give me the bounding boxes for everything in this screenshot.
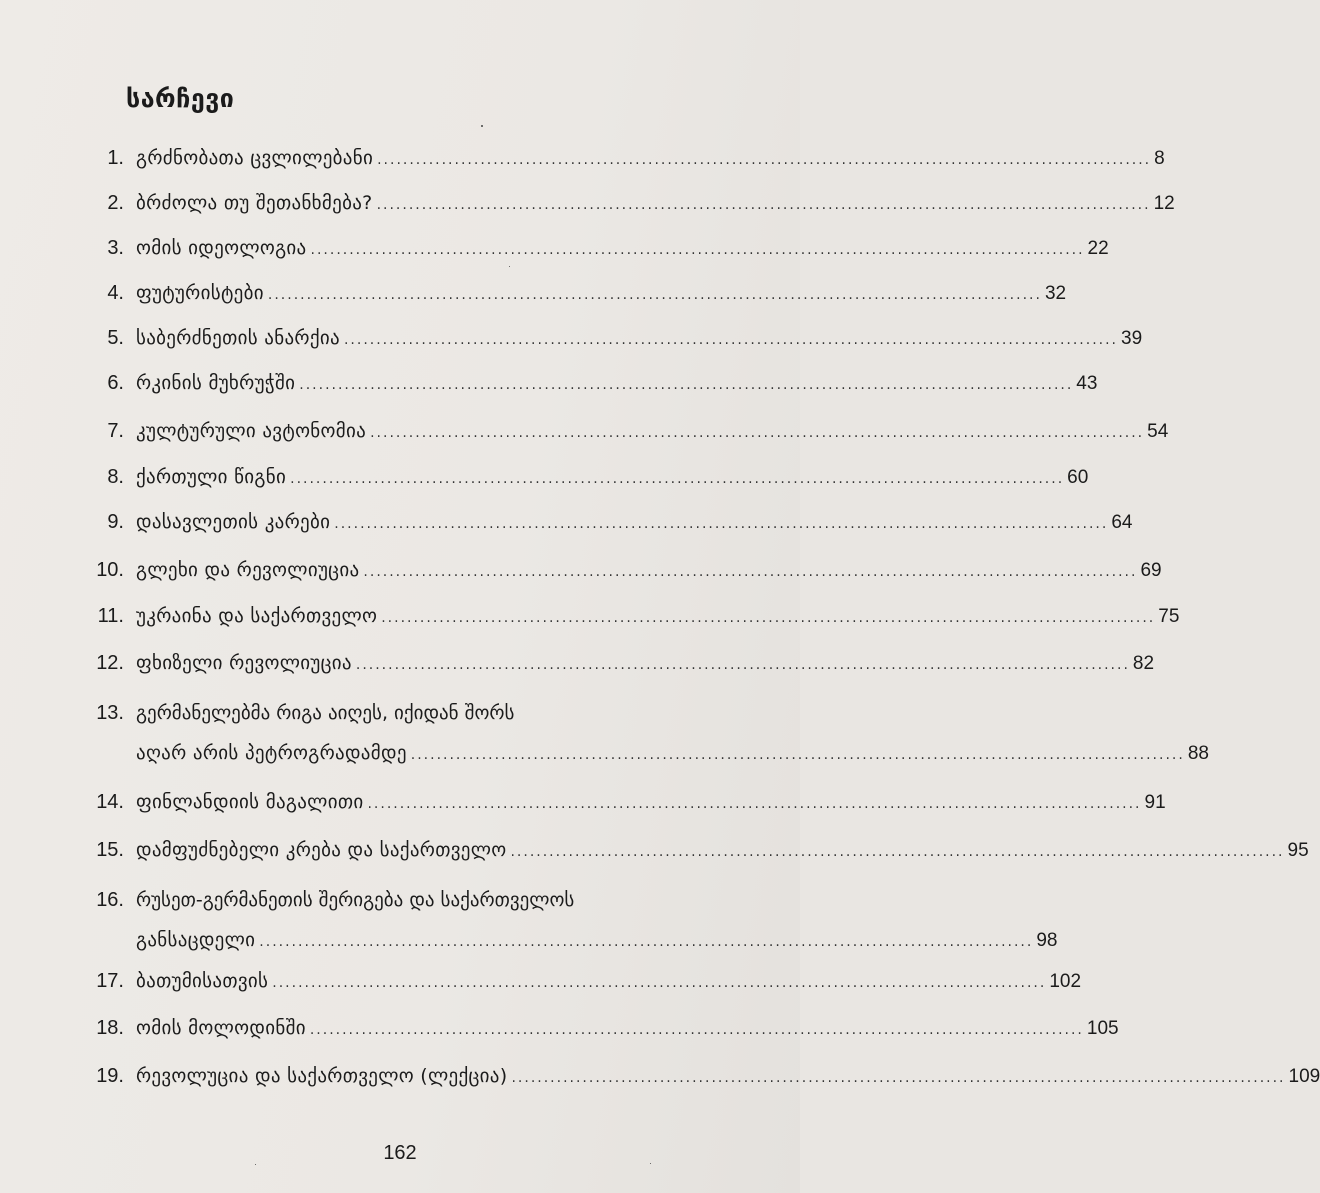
entry-page: 60: [1067, 467, 1089, 488]
entry-number: 14.: [96, 791, 124, 813]
paper-speck: [255, 1164, 256, 1165]
entry-title: ფინლანდიის მაგალითი: [136, 791, 364, 813]
entry-number: 7.: [107, 420, 124, 442]
paper-speck: [650, 1163, 651, 1164]
entry-title: უკრაინა და საქართველო: [136, 605, 378, 627]
entry-page: 98: [1036, 930, 1058, 951]
entry-title: კულტურული ავტონომია: [136, 420, 367, 442]
entry-number: 3.: [107, 237, 124, 259]
entry-title: ბათუმისათვის: [136, 970, 269, 992]
dot-leader: ........................................................................................................................: [259, 934, 1034, 950]
dot-leader: ........................................................................................................................: [367, 796, 1142, 812]
dot-leader: ........................................................................................................................: [334, 516, 1109, 532]
dot-leader: ........................................................................................................................: [410, 747, 1185, 763]
dot-leader: ........................................................................................................................: [511, 1070, 1286, 1086]
entry-page: 88: [1187, 743, 1209, 764]
entry-title: ქართული წიგნი: [136, 466, 287, 488]
dot-leader: ........................................................................................................................: [510, 844, 1285, 860]
entry-page: 54: [1147, 421, 1169, 442]
entry-title: რუსეთ-გერმანეთის შერიგება და საქართველოს: [136, 889, 575, 911]
entry-title: გერმანელებმა რიგა აიღეს, იქიდან შორს: [136, 702, 515, 724]
entry-page: 75: [1158, 606, 1180, 627]
entry-page: 69: [1140, 560, 1162, 581]
entry-number: 8.: [107, 466, 124, 488]
entry-title: საბერძნეთის ანარქია: [136, 327, 340, 349]
entry-title: ომის მოლოდინში: [136, 1017, 306, 1039]
entry-number: 19.: [96, 1065, 124, 1087]
entry-page: 105: [1086, 1018, 1119, 1039]
entry-number: 16.: [96, 889, 124, 911]
dot-leader: ........................................................................................................................: [309, 1022, 1084, 1038]
entry-page: 95: [1287, 840, 1309, 861]
entry-title: ომის იდეოლოგია: [136, 237, 307, 259]
entry-number: 12.: [96, 652, 124, 674]
entry-title: გლეხი და რევოლიუცია: [136, 559, 360, 581]
entry-title: ფუტურისტები: [136, 282, 264, 304]
entry-number: 18.: [96, 1017, 124, 1039]
dot-leader: ........................................................................................................................: [355, 657, 1130, 673]
entry-title: ბრძოლა თუ შეთანხმება?: [136, 192, 373, 214]
entry-page: 39: [1121, 328, 1143, 349]
entry-page: 12: [1153, 193, 1175, 214]
page-number: 162: [383, 1142, 417, 1164]
entry-number: 5.: [107, 327, 124, 349]
entry-number: 17.: [96, 970, 124, 992]
entry-page: 82: [1132, 653, 1155, 674]
entry-title: გრძნობათა ცვლილებანი: [136, 147, 374, 169]
entry-number: 13.: [96, 702, 124, 724]
dot-leader: ........................................................................................................................: [363, 564, 1138, 580]
entry-page: 43: [1076, 373, 1098, 394]
entry-title-continued: განსაცდელი: [136, 929, 256, 951]
paper-speck: [481, 125, 483, 127]
dot-leader: ........................................................................................................................: [370, 425, 1145, 441]
entry-title: რევოლუცია და საქართველო (ლექცია): [136, 1065, 508, 1087]
entry-page: 8: [1154, 148, 1165, 169]
paper-speck: [509, 266, 510, 267]
dot-leader: ........................................................................................................................: [267, 287, 1042, 303]
dot-leader: ........................................................................................................................: [310, 242, 1085, 258]
entry-number: 10.: [96, 559, 124, 581]
dot-leader: ........................................................................................................................: [290, 471, 1065, 487]
entry-page: 32: [1044, 283, 1067, 304]
entry-page: 22: [1087, 238, 1109, 259]
entry-number: 15.: [96, 839, 124, 861]
entry-number: 6.: [107, 372, 124, 394]
entry-title: დამფუძნებელი კრება და საქართველო: [136, 839, 507, 861]
entry-page: 109: [1288, 1066, 1320, 1087]
entry-number: 4.: [107, 282, 124, 304]
entry-page: 64: [1111, 512, 1133, 533]
entry-title: დასავლეთის კარები: [136, 511, 331, 533]
dot-leader: ........................................................................................................................: [272, 975, 1047, 991]
entry-number: 9.: [107, 511, 124, 533]
dot-leader: ........................................................................................................................: [381, 610, 1156, 626]
entry-page: 102: [1049, 971, 1082, 992]
entry-number: 2.: [107, 192, 124, 214]
entry-number: 11.: [97, 605, 124, 627]
entry-title-continued: აღარ არის პეტროგრადამდე: [136, 742, 407, 764]
entry-number: 1.: [107, 147, 124, 169]
entry-title: ფხიზელი რევოლიუცია: [136, 652, 352, 674]
toc-title: სარჩევი: [126, 84, 235, 113]
dot-leader: ........................................................................................................................: [299, 377, 1074, 393]
entry-page: 91: [1144, 792, 1166, 813]
entry-title: რკინის მუხრუჭში: [136, 372, 296, 394]
dot-leader: ........................................................................................................................: [377, 152, 1152, 168]
dot-leader: ........................................................................................................................: [376, 197, 1151, 213]
dot-leader: ........................................................................................................................: [343, 332, 1118, 348]
